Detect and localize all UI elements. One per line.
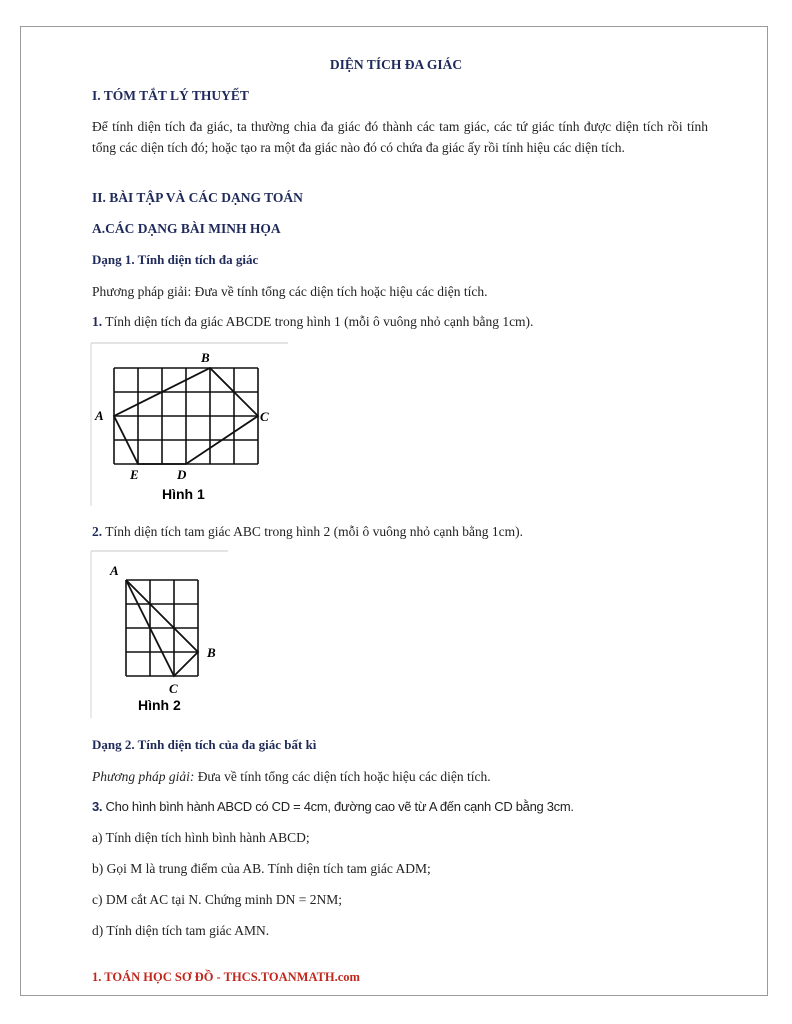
fig1-label-d: D (177, 467, 187, 482)
section-heading-examples: A.CÁC DẠNG BÀI MINH HỌA (92, 221, 281, 236)
section-heading-exercises: II. BÀI TẬP VÀ CÁC DẠNG TOÁN (92, 190, 303, 205)
problem-2-text: Tính diện tích tam giác ABC trong hình 2 (mỗi ô vuông nhỏ cạnh bằng 1cm). (102, 524, 523, 539)
problem-3-number: 3. (92, 799, 103, 814)
theory-paragraph: Để tính diện tích đa giác, ta thường chia đa giác đó thành các tam giác, các tứ giác tính được diện tích rồi tính tổng các diện tích đó; hoặc tạo ra một đa giác nào đó có chứa đa giác ấy rồi tính hiệu các diện tích. (92, 119, 708, 155)
problem-2 (92, 521, 708, 542)
problem-3b: b) Gọi M là trung điểm của AB. Tính diện tích tam giác ADM; (92, 861, 431, 876)
type2-method-label: Phương pháp giải: (92, 769, 195, 784)
fig2-label-a: A (110, 563, 119, 578)
problem-3a: a) Tính diện tích hình bình hành ABCD; (92, 830, 310, 845)
fig1-label-c: C (260, 409, 269, 424)
type2-method (92, 766, 708, 787)
problem-2-number: 2. (92, 524, 103, 539)
problem-1-text: Tính diện tích đa giác ABCDE trong hình 1 (mỗi ô vuông nhỏ cạnh bằng 1cm). (102, 314, 534, 329)
problem-3-text: Cho hình bình hành ABCD có CD = 4cm, đường cao vẽ từ A đến cạnh CD bằng 3cm. (102, 799, 574, 814)
fig2-label-b: B (207, 645, 216, 660)
fig1-caption: Hình 1 (162, 486, 205, 502)
page-border (20, 26, 768, 996)
type1-heading: Dạng 1. Tính diện tích đa giác (92, 252, 259, 267)
problem-3c: c) DM cắt AC tại N. Chứng minh DN = 2NM; (92, 892, 343, 907)
type1-method: Phương pháp giải: Đưa về tính tổng các diện tích hoặc hiệu các diện tích. (92, 284, 488, 299)
problem-1-number: 1. (92, 314, 103, 329)
page-footer: 1. TOÁN HỌC SƠ ĐỒ - THCS.TOANMATH.com (92, 970, 360, 984)
fig2-caption: Hình 2 (138, 697, 181, 713)
fig1-label-b: B (201, 350, 210, 365)
type2-method-text: Đưa về tính tổng các diện tích hoặc hiệu các diện tích. (194, 769, 491, 784)
type2-heading: Dạng 2. Tính diện tích của đa giác bất kì (92, 737, 317, 752)
fig1-label-e: E (130, 467, 139, 482)
problem-3 (92, 796, 708, 817)
fig1-label-a: A (95, 408, 104, 423)
figure-1 (90, 340, 290, 508)
section-heading-theory: I. TÓM TẮT LÝ THUYẾT (92, 88, 249, 103)
page-title: DIỆN TÍCH ĐA GIÁC (329, 57, 463, 72)
problem-1 (92, 311, 708, 332)
fig2-label-c: C (169, 681, 178, 696)
figure-2 (90, 548, 230, 720)
problem-3d: d) Tính diện tích tam giác AMN. (92, 923, 270, 938)
